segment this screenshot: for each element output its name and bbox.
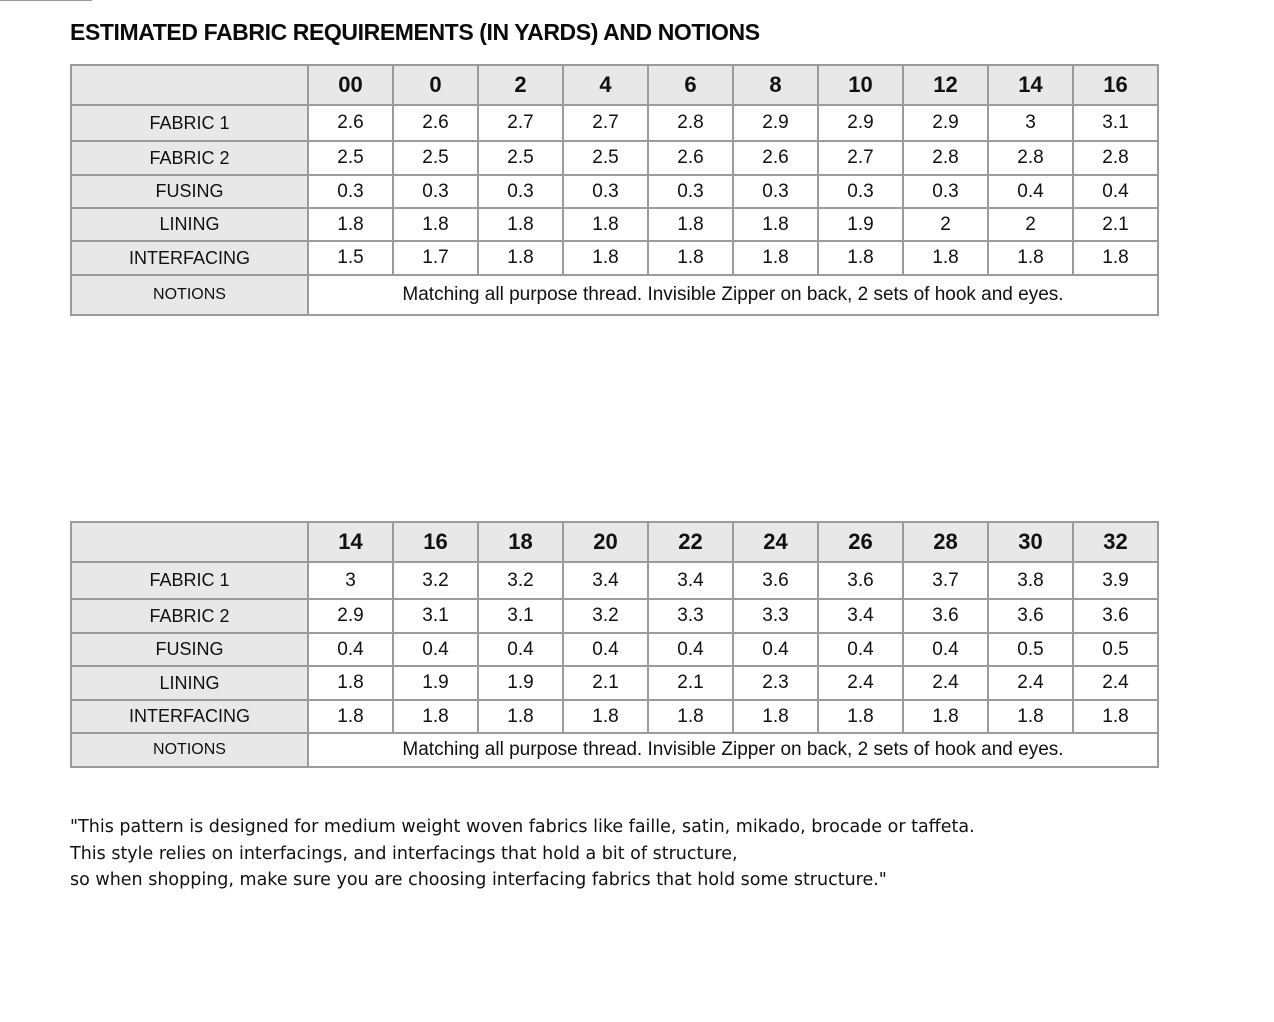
yardage-cell: 3.2 (563, 599, 648, 633)
size-header-row (71, 65, 1158, 105)
yardage-cell: 1.9 (478, 666, 563, 700)
yardage-cell: 2.9 (903, 105, 988, 141)
yardage-cell: 2.6 (308, 105, 393, 141)
size-header-cell: 10 (818, 65, 903, 105)
yardage-cell: 1.8 (988, 700, 1073, 733)
yardage-cell: 1.8 (563, 208, 648, 241)
yardage-cell: 1.8 (733, 700, 818, 733)
table-row (71, 175, 1158, 208)
yardage-cell: 2.7 (818, 141, 903, 175)
yardage-cell: 2.1 (1073, 208, 1158, 241)
size-header-cell: 0 (393, 65, 478, 105)
yardage-cell: 1.8 (648, 700, 733, 733)
yardage-cell: 1.8 (1073, 241, 1158, 275)
yardage-cell: 2.4 (988, 666, 1073, 700)
row-label: LINING (71, 208, 308, 241)
yardage-cell: 3.9 (1073, 562, 1158, 599)
notions-description: Matching all purpose thread. Invisible Zipper on back, 2 sets of hook and eyes. (308, 733, 1158, 767)
size-header-cell: 32 (1073, 522, 1158, 562)
row-label: INTERFACING (71, 241, 308, 275)
yardage-cell: 1.8 (648, 241, 733, 275)
yardage-cell: 0.4 (1073, 175, 1158, 208)
size-header-cell: 8 (733, 65, 818, 105)
yardage-cell: 1.8 (563, 700, 648, 733)
yardage-cell: 2.5 (478, 141, 563, 175)
yardage-cell: 0.4 (988, 175, 1073, 208)
size-header-cell: 24 (733, 522, 818, 562)
yardage-cell: 2.4 (903, 666, 988, 700)
yardage-cell: 3.6 (818, 562, 903, 599)
yardage-cell: 0.4 (478, 633, 563, 666)
yardage-cell: 1.8 (818, 700, 903, 733)
yardage-cell: 1.8 (478, 700, 563, 733)
yardage-cell: 3.1 (1073, 105, 1158, 141)
yardage-cell: 1.8 (988, 241, 1073, 275)
yardage-cell: 2.1 (648, 666, 733, 700)
footnote-line: This style relies on interfacings, and interfacings that hold a bit of structure, (70, 843, 738, 864)
yardage-cell: 1.5 (308, 241, 393, 275)
yardage-cell: 1.8 (308, 208, 393, 241)
header-corner-cell (71, 522, 308, 562)
yardage-cell: 1.8 (478, 208, 563, 241)
size-header-cell: 26 (818, 522, 903, 562)
size-header-cell: 16 (393, 522, 478, 562)
table-row (71, 599, 1158, 633)
size-header-cell: 22 (648, 522, 733, 562)
yardage-cell: 2.6 (393, 105, 478, 141)
yardage-cell: 3 (308, 562, 393, 599)
yardage-cell: 1.8 (478, 241, 563, 275)
size-header-cell: 18 (478, 522, 563, 562)
yardage-cell: 1.8 (903, 241, 988, 275)
size-header-cell: 28 (903, 522, 988, 562)
notions-description: Matching all purpose thread. Invisible Zipper on back, 2 sets of hook and eyes. (308, 275, 1158, 315)
yardage-cell: 3.4 (648, 562, 733, 599)
yardage-cell: 0.4 (648, 633, 733, 666)
yardage-cell: 1.8 (1073, 700, 1158, 733)
yardage-cell: 1.8 (648, 208, 733, 241)
fabric-requirements-table-1 (70, 64, 1159, 316)
yardage-cell: 3.7 (903, 562, 988, 599)
yardage-cell: 2.4 (818, 666, 903, 700)
size-header-cell: 6 (648, 65, 733, 105)
yardage-cell: 2 (988, 208, 1073, 241)
yardage-cell: 0.3 (308, 175, 393, 208)
yardage-cell: 3.8 (988, 562, 1073, 599)
size-header-cell: 20 (563, 522, 648, 562)
yardage-cell: 0.4 (733, 633, 818, 666)
yardage-cell: 0.4 (903, 633, 988, 666)
yardage-cell: 2.5 (393, 141, 478, 175)
yardage-cell: 3.4 (818, 599, 903, 633)
yardage-cell: 0.4 (818, 633, 903, 666)
notions-label: NOTIONS (71, 733, 308, 767)
table-row (71, 241, 1158, 275)
yardage-cell: 2.7 (563, 105, 648, 141)
notions-row (71, 733, 1158, 767)
yardage-cell: 2.4 (1073, 666, 1158, 700)
yardage-cell: 0.3 (648, 175, 733, 208)
row-label: FUSING (71, 633, 308, 666)
yardage-cell: 1.8 (733, 241, 818, 275)
table-row (71, 666, 1158, 700)
notions-label: NOTIONS (71, 275, 308, 315)
row-label: FABRIC 2 (71, 599, 308, 633)
yardage-cell: 1.8 (393, 208, 478, 241)
row-label: FUSING (71, 175, 308, 208)
yardage-cell: 0.3 (478, 175, 563, 208)
size-header-cell: 12 (903, 65, 988, 105)
page-title: ESTIMATED FABRIC REQUIREMENTS (IN YARDS) AND NOTIONS (70, 19, 760, 45)
yardage-cell: 1.8 (903, 700, 988, 733)
yardage-cell: 1.7 (393, 241, 478, 275)
table-row (71, 105, 1158, 141)
size-header-cell: 14 (308, 522, 393, 562)
yardage-cell: 0.3 (393, 175, 478, 208)
size-header-cell: 16 (1073, 65, 1158, 105)
yardage-cell: 2.8 (903, 141, 988, 175)
yardage-cell: 2 (903, 208, 988, 241)
yardage-cell: 2.6 (733, 141, 818, 175)
size-header-cell: 4 (563, 65, 648, 105)
yardage-cell: 3.3 (648, 599, 733, 633)
yardage-cell: 1.9 (818, 208, 903, 241)
footnote-line: "This pattern is designed for medium weight woven fabrics like faille, satin, mikado, brocade or taffeta. (70, 817, 975, 837)
yardage-cell: 2.1 (563, 666, 648, 700)
yardage-cell: 1.8 (733, 208, 818, 241)
size-header-cell: 30 (988, 522, 1073, 562)
header-corner-cell (71, 65, 308, 105)
table-row (71, 700, 1158, 733)
yardage-cell: 1.8 (393, 700, 478, 733)
yardage-cell: 0.3 (818, 175, 903, 208)
yardage-cell: 2.9 (733, 105, 818, 141)
yardage-cell: 3.3 (733, 599, 818, 633)
size-header-cell: 14 (988, 65, 1073, 105)
yardage-cell: 2.9 (818, 105, 903, 141)
yardage-cell: 2.5 (308, 141, 393, 175)
top-rule (0, 0, 92, 1)
yardage-cell: 2.5 (563, 141, 648, 175)
yardage-cell: 2.6 (648, 141, 733, 175)
yardage-cell: 0.5 (988, 633, 1073, 666)
table-row (71, 562, 1158, 599)
yardage-cell: 0.3 (733, 175, 818, 208)
yardage-cell: 1.8 (308, 700, 393, 733)
notions-row (71, 275, 1158, 315)
size-header-cell: 00 (308, 65, 393, 105)
table-row (71, 141, 1158, 175)
size-header-row (71, 522, 1158, 562)
row-label: FABRIC 1 (71, 562, 308, 599)
row-label: FABRIC 1 (71, 105, 308, 141)
yardage-cell: 2.9 (308, 599, 393, 633)
yardage-cell: 1.8 (818, 241, 903, 275)
yardage-cell: 0.4 (308, 633, 393, 666)
table-row (71, 633, 1158, 666)
yardage-cell: 0.3 (563, 175, 648, 208)
yardage-cell: 0.4 (563, 633, 648, 666)
yardage-cell: 3.6 (903, 599, 988, 633)
yardage-cell: 3.1 (478, 599, 563, 633)
row-label: FABRIC 2 (71, 141, 308, 175)
yardage-cell: 3.2 (393, 562, 478, 599)
fabric-recommendation-note (70, 814, 975, 894)
yardage-cell: 2.7 (478, 105, 563, 141)
row-label: INTERFACING (71, 700, 308, 733)
yardage-cell: 3.4 (563, 562, 648, 599)
yardage-cell: 3.6 (988, 599, 1073, 633)
yardage-cell: 2.8 (988, 141, 1073, 175)
yardage-cell: 1.8 (308, 666, 393, 700)
yardage-cell: 1.8 (563, 241, 648, 275)
row-label: LINING (71, 666, 308, 700)
table-row (71, 208, 1158, 241)
yardage-cell: 2.8 (648, 105, 733, 141)
yardage-cell: 3.6 (733, 562, 818, 599)
yardage-cell: 1.9 (393, 666, 478, 700)
footnote-line: so when shopping, make sure you are choosing interfacing fabrics that hold some structure." (70, 870, 887, 890)
yardage-cell: 0.5 (1073, 633, 1158, 666)
yardage-cell: 2.3 (733, 666, 818, 700)
yardage-cell: 3 (988, 105, 1073, 141)
fabric-requirements-table-2 (70, 521, 1159, 768)
yardage-cell: 2.8 (1073, 141, 1158, 175)
yardage-cell: 0.3 (903, 175, 988, 208)
yardage-cell: 3.6 (1073, 599, 1158, 633)
yardage-cell: 3.2 (478, 562, 563, 599)
size-header-cell: 2 (478, 65, 563, 105)
yardage-cell: 3.1 (393, 599, 478, 633)
yardage-cell: 0.4 (393, 633, 478, 666)
